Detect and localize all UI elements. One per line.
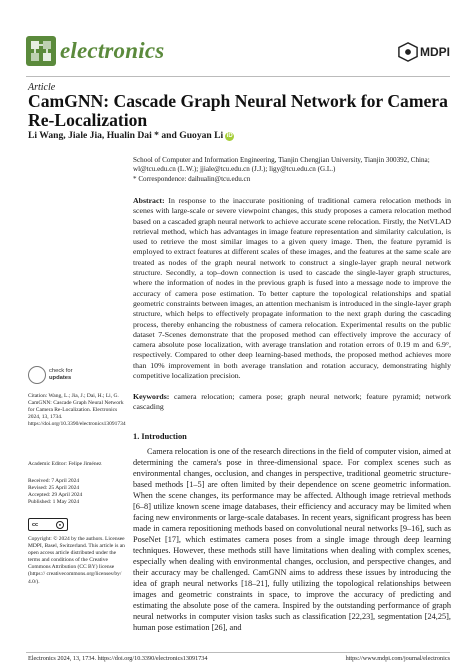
journal-logo-icon [26,36,56,66]
journal-name: electronics [60,38,165,63]
date-received: Received: 7 April 2024 [28,478,80,484]
abstract [133,196,451,381]
cc-license-icon[interactable]: cc ● [28,518,68,531]
keywords-text: camera relocation; camera pose; graph neural network; feature pyramid; network cascading [133,392,451,412]
section-heading: 1. Introduction [133,432,187,441]
keywords [133,392,451,413]
check-for-updates-button[interactable] [28,364,88,386]
publisher-logo [398,38,450,66]
article-title: CamGNN: Cascade Graph Neural Network for Camera Re-Localization [28,91,448,130]
introduction-paragraph: Camera relocation is one of the research directions in the field of computer vision, aimed at determining the camera's pose in three-dimensional space. For complex scenes such as environmental changes, occlusion, and changes in perspective, traditional geometric structure-based methods [1–5] are often limited by their dependence on scene geometric information. When the scene changes, its performance may be affected. Although image retrieval methods [6–8] utilize known scene image databases, their efficiency and accuracy may be limited when facing new environments or large-scale databases. In recent years, significant progress has been made in camera repositioning methods based on convolutional neural networks [9–16], such as PoseNet [17], which estimates camera poses from a single image through deep learning techniques. However, these methods still have limitations when dealing with complex scenes, especially when dealing with environmental changes, occlusion, and perspective changes, and their accuracy may be challenged. CamGNN aims to address these issues by introducing the idea of graph neural networks [18–21], fully utilizing the topological relationships between images and geometric constraints in space, to improve the accuracy of predicting and estimating the absolute pose of the camera. Inspired by the outstanding performance of graph neural networks in computer vision tasks such as classification [22,23], segmentation [24,25], human pose estimation [26], and [133,447,451,632]
correspondence: * Correspondence: daihualin@tcu.edu.cn [133,174,251,183]
date-revised: Revised: 25 April 2024 [28,485,80,492]
copyright-notice: Copyright: © 2024 by the authors. Licensee MDPI, Basel, Switzerland. This article is an open access article distributed under the terms and conditions of the Creative Commons Attribution (CC BY) license (https:// creativecommons.org/licenses/by/ 4.0/). [28,536,125,585]
keywords-label: Keywords: [133,392,170,401]
affiliation: School of Computer and Information Engineering, Tianjin Chengjian University, Tianjin 300392, China; wl@tcu.edu.cn (L.W.); jjiale@tcu.edu.cn (J.J.); ligy@tcu.edu.cn (G.L.) [133,156,430,174]
author-list [28,130,234,141]
author-names: Li Wang, Jiale Jia, Hualin Dai * and Guoyan Li [28,130,224,141]
article-type: Article [28,82,56,93]
cc-by-icon: ● [56,521,64,529]
publisher-name: MDPI [420,45,450,59]
abstract-label: Abstract: [133,196,165,205]
footer-journal-link[interactable]: https://www.mdpi.com/journal/electronics [345,655,450,662]
date-accepted: Accepted: 29 April 2024 [28,492,83,499]
mdpi-logo-icon [398,41,418,63]
footer-divider [26,652,450,653]
academic-editor: Academic Editor: Felipe Jiménez [28,461,102,467]
footer-citation: Electronics 2024, 13, 1734. https://doi.org/10.3390/electronics13091734 [28,655,208,662]
updates-icon [28,366,46,384]
orcid-icon[interactable]: iD [226,133,233,139]
publication-dates [28,478,128,506]
citation-info: Citation: Wang, L.; Jia, J.; Dai, H.; Li, G. CamGNN: Cascade Graph Neural Network for Camera Re-Localization. Electronics 2024, 13, 1734. https://doi.org/10.3390/electronics13091734 [28,393,126,428]
header-divider [26,76,450,77]
abstract-text: In response to the inaccurate positioning of traditional camera relocation methods in scenes with large-scale or severe viewpoint changes, this study proposes a camera relocation method based on a cascaded graph neural network to achieve accurate scene relocation. Firstly, the NetVLAD retrieval method, which has advantages in image feature representation and similarity calculation, is used to retrieve the most similar images to a given query image. Then, the feature pyramid is employed to extract features at different scales of these images, and the features at the same scale are treated as nodes of the graph neural network to construct a single-layer graph neural network structure. Secondly, a top–down connection is used to cascade the single-layer graph structures, where the information of nodes in the previous graph is fused into a message node to improve the accuracy of camera pose estimation. To better capture the topological relationships and spatial geometric constraints between images, an attention mechanism is introduced in the single-layer graph structure, which helps to effectively propagate information to the next graph during the cascading process, thereby enhancing the robustness of camera relocation. Experimental results on the public dataset 7-Scenes demonstrate that the proposed method can effectively improve the accuracy of camera absolute pose localization, with average translation and rotation errors of 0.19 m and 6.9°, respectively. Compared to other deep learning-based methods, the proposed method achieves more than 10% improvement in both average translation and rotation accuracy, demonstrating highly competitive localization precision. [133,196,451,381]
date-published: Published: 1 May 2024 [28,499,80,506]
affiliation-block [133,156,451,184]
journal-header [26,30,450,74]
updates-label: check for updates [49,368,73,381]
